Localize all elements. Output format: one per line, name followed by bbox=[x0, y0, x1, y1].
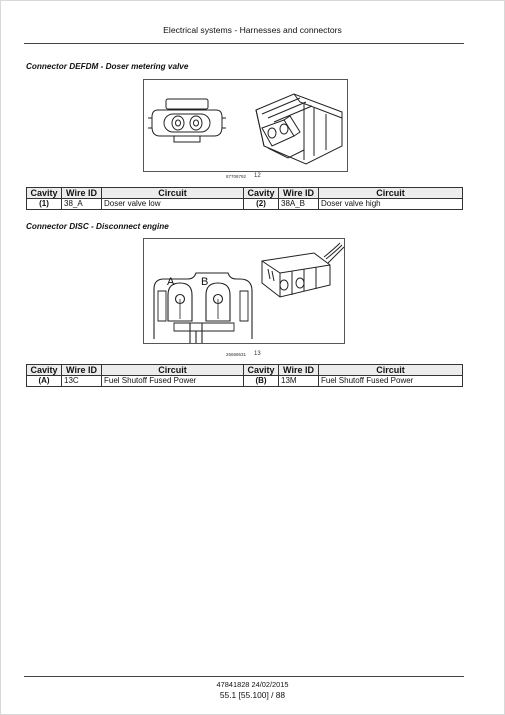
figure-id-disc: 26668631 bbox=[226, 352, 247, 357]
table-header-row bbox=[27, 188, 463, 199]
cell-wire-id: 38A_B bbox=[279, 199, 319, 210]
circuit-table-defdm bbox=[26, 187, 463, 210]
column-header-circuit: Circuit bbox=[102, 188, 244, 199]
cell-circuit: Fuel Shutoff Fused Power bbox=[102, 376, 244, 387]
connector-isometric-view bbox=[256, 94, 342, 164]
section-title-disc: Connector DISC - Disconnect engine bbox=[26, 222, 169, 231]
cell-wire-id: 38_A bbox=[62, 199, 102, 210]
connector-front-view bbox=[148, 99, 226, 142]
footer-rule bbox=[24, 676, 464, 677]
cell-circuit: Doser valve low bbox=[102, 199, 244, 210]
cell-wire-id: 13C bbox=[62, 376, 102, 387]
table-row bbox=[27, 376, 463, 387]
column-header-wire-id: Wire ID bbox=[62, 188, 102, 199]
cell-circuit: Doser valve high bbox=[319, 199, 463, 210]
column-header-wire-id: Wire ID bbox=[62, 365, 102, 376]
cell-wire-id: 13M bbox=[279, 376, 319, 387]
column-header-circuit: Circuit bbox=[319, 365, 463, 376]
column-header-wire-id: Wire ID bbox=[279, 365, 319, 376]
column-header-cavity: Cavity bbox=[27, 365, 62, 376]
cell-circuit: Fuel Shutoff Fused Power bbox=[319, 376, 463, 387]
cell-cavity: (A) bbox=[27, 376, 62, 387]
table-header-row bbox=[27, 365, 463, 376]
footer-doc-ref: 47841828 24/02/2015 bbox=[216, 680, 289, 689]
figure-id-defdm: 87708792 bbox=[226, 174, 247, 179]
connector-isometric-view bbox=[262, 243, 344, 297]
column-header-cavity: Cavity bbox=[244, 188, 279, 199]
page-header: Electrical systems - Harnesses and connectors bbox=[163, 25, 342, 35]
cavity-label-a: A bbox=[167, 276, 175, 288]
cell-cavity: (1) bbox=[27, 199, 62, 210]
section-title-defdm: Connector DEFDM - Doser metering valve bbox=[26, 62, 189, 71]
cell-cavity: (B) bbox=[244, 376, 279, 387]
column-header-cavity: Cavity bbox=[244, 365, 279, 376]
column-header-wire-id: Wire ID bbox=[279, 188, 319, 199]
column-header-circuit: Circuit bbox=[319, 188, 463, 199]
cell-cavity: (2) bbox=[244, 199, 279, 210]
header-rule bbox=[24, 43, 464, 44]
footer-page-ref: 55.1 [55.100] / 88 bbox=[219, 690, 286, 700]
column-header-cavity: Cavity bbox=[27, 188, 62, 199]
figure-number-defdm: 12 bbox=[254, 173, 261, 179]
figure-disc-connector bbox=[143, 238, 345, 344]
cavity-label-b: B bbox=[201, 276, 209, 288]
figure-defdm-connector bbox=[143, 79, 348, 172]
table-row bbox=[27, 199, 463, 210]
circuit-table-disc bbox=[26, 364, 463, 387]
column-header-circuit: Circuit bbox=[102, 365, 244, 376]
figure-number-disc: 13 bbox=[254, 351, 261, 357]
